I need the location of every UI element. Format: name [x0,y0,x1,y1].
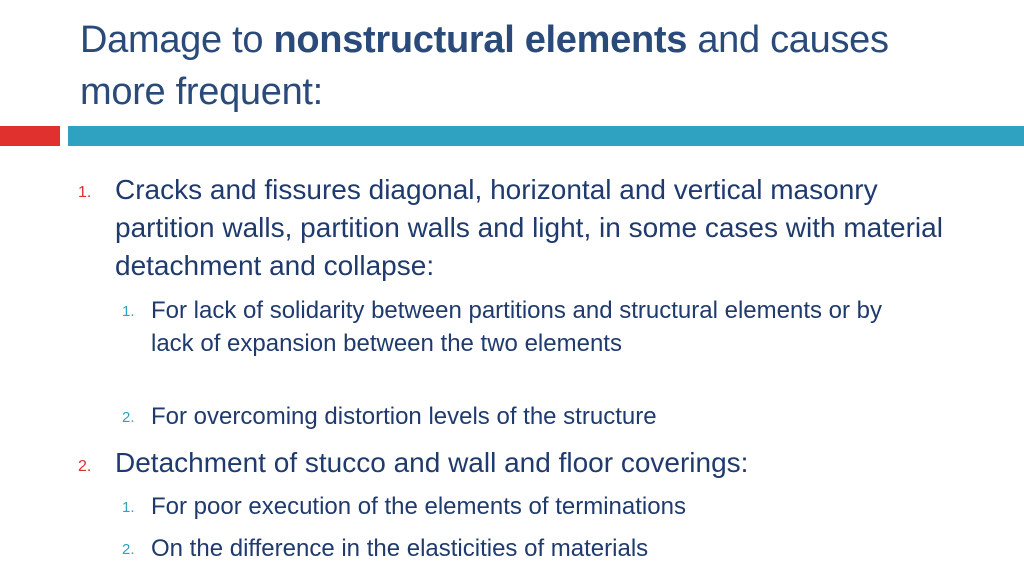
list-item-number: 1. [78,184,92,201]
sub-item-number: 2. [122,409,135,426]
sub-item-number: 2. [122,541,135,558]
accent-bar-red [0,126,60,146]
accent-bar-blue [68,126,1024,146]
list-item-text: Cracks and fissures diagonal, horizontal and vertical masonry partition walls, partition walls and light, in some cases with material detachment and collapse: [115,174,943,281]
sub-item-number: 1. [122,499,135,516]
sub-item-text: For poor execution of the elements of terminations [151,493,686,520]
slide-title [80,14,980,118]
list-item-text: Detachment of stucco and wall and floor coverings: [115,447,749,478]
title-bold: nonstructural elements [273,19,688,61]
title-post: and causes more frequent: [80,19,889,113]
sub-item-text: On the difference in the elasticities of materials [151,535,649,562]
sub-item-number: 1. [122,303,135,320]
title-pre: Damage to [80,19,274,61]
sub-item-text: For lack of solidarity between partitions and structural elements or by lack of expansion between the two elements [151,297,883,357]
list-item-number: 2. [78,458,92,475]
sub-item-text: For overcoming distortion levels of the structure [151,403,657,430]
